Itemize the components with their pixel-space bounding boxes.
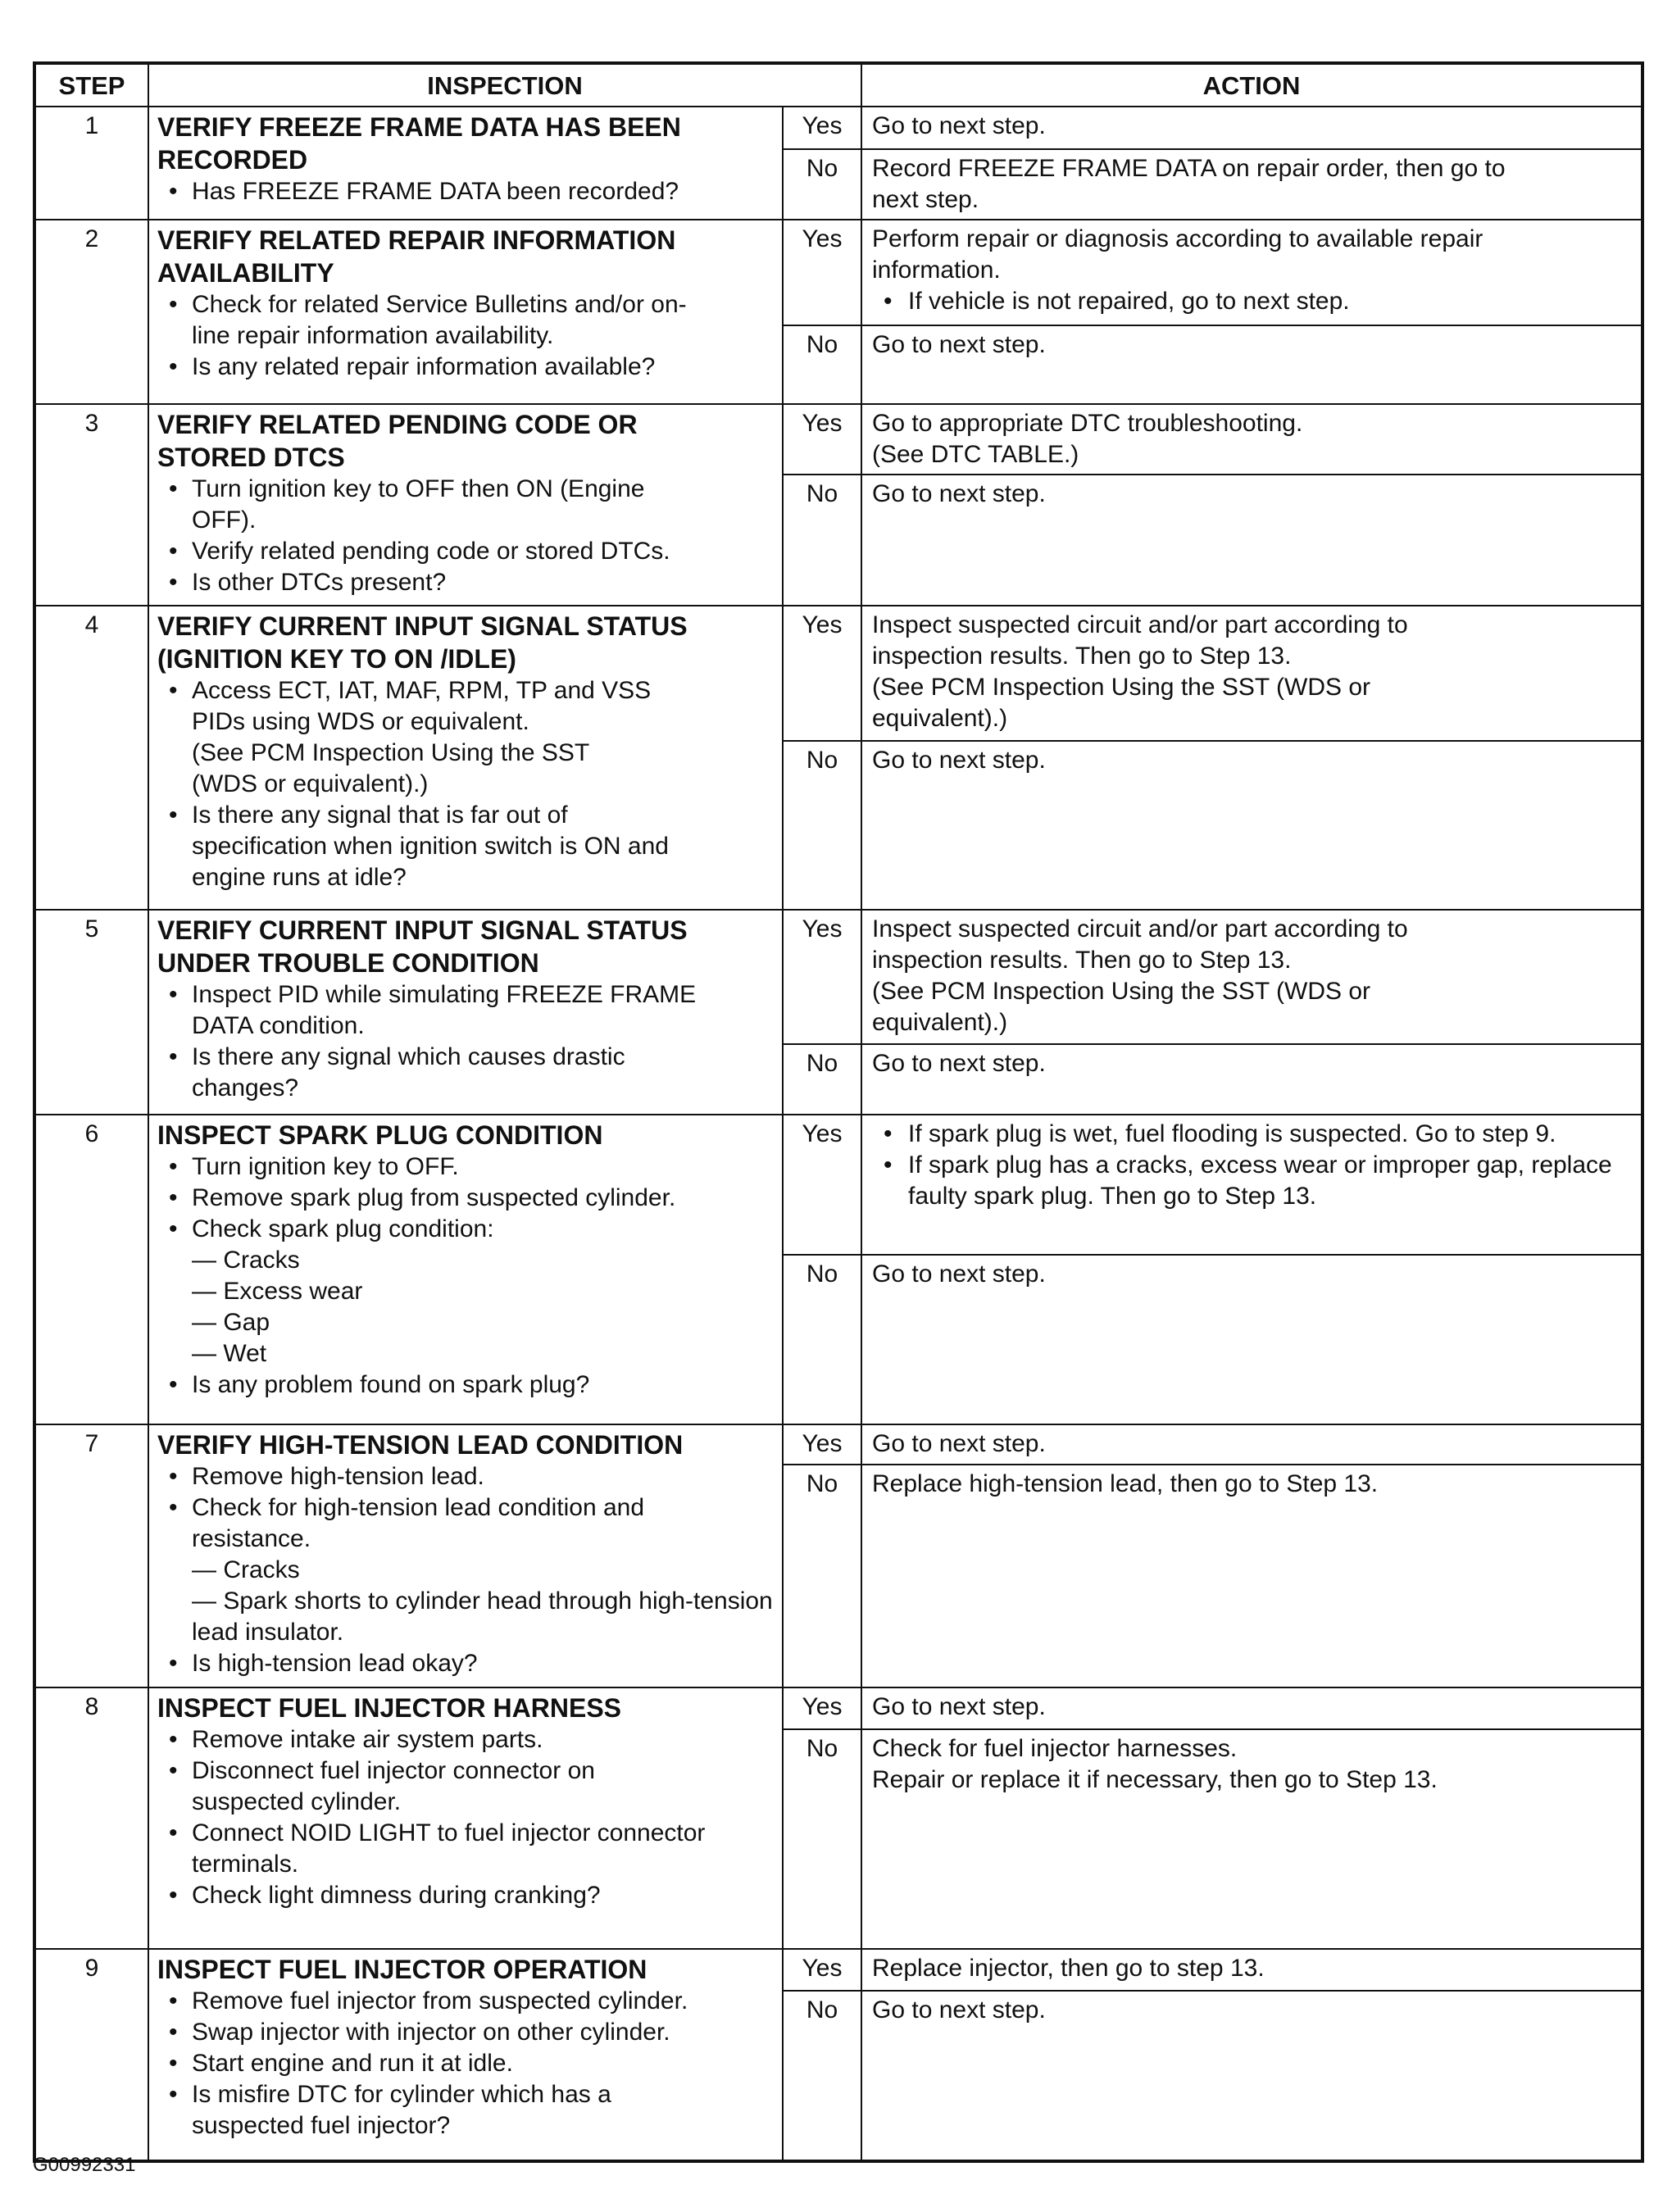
action-text-line: Go to next step. <box>872 112 1046 139</box>
inspection-bullet <box>157 979 774 1042</box>
inspection-bullet <box>157 1042 774 1104</box>
action-text-line: (See DTC TABLE.) <box>872 441 1079 468</box>
inspection-cell <box>148 107 783 220</box>
action-text-line: Perform repair or diagnosis according to available repair <box>872 225 1483 252</box>
action-text-line: next step. <box>872 186 979 213</box>
step-row-7 <box>34 1424 1642 1465</box>
bullet-text: • Is there any signal which causes drastic <box>192 1043 625 1070</box>
inspection-title: VERIFY HIGH-TENSION LEAD CONDITION <box>157 1430 684 1460</box>
diagnostic-procedure-table <box>33 61 1644 2163</box>
inspection-bullet <box>157 1492 774 1648</box>
inspection-bullet <box>157 1724 774 1756</box>
inspection-bullet <box>157 2048 774 2079</box>
bullet-text: terminals. <box>192 1851 299 1878</box>
bullet-text: • Check light dimness during cranking? <box>192 1882 601 1909</box>
yes-action <box>861 606 1642 741</box>
bullet-text: line repair information availability. <box>192 322 554 349</box>
bullet-text: • Remove fuel injector from suspected cylinder. <box>192 1987 688 2014</box>
bullet-text: (See PCM Inspection Using the SST <box>192 739 590 766</box>
yes-label: Yes <box>783 220 861 325</box>
bullet-text: • Swap injector with injector on other cylinder. <box>192 2019 670 2046</box>
inspection-bullet <box>157 2079 774 2142</box>
bullet-text: specification when ignition switch is ON and <box>192 833 669 860</box>
inspection-bullets <box>157 289 774 383</box>
inspection-bullets <box>157 675 774 893</box>
inspection-title: VERIFY RELATED REPAIR INFORMATION <box>157 225 676 255</box>
step-row-8 <box>34 1687 1642 1729</box>
sub-item: — Excess wear <box>192 1276 774 1307</box>
header-step: STEP <box>34 63 148 107</box>
step-number: 4 <box>34 606 148 910</box>
step-row-9 <box>34 1949 1642 1991</box>
bullet-text: suspected cylinder. <box>192 1788 402 1815</box>
inspection-title: INSPECT SPARK PLUG CONDITION <box>157 1120 603 1150</box>
no-label: No <box>783 475 861 606</box>
inspection-bullet <box>157 800 774 893</box>
yes-label: Yes <box>783 1949 861 1991</box>
action-text-line: equivalent).) <box>872 1009 1008 1036</box>
inspection-bullet <box>157 536 774 567</box>
step-number: 2 <box>34 220 148 404</box>
no-label: No <box>783 1044 861 1115</box>
inspection-title: INSPECT FUEL INJECTOR OPERATION <box>157 1955 647 1984</box>
no-action <box>861 1465 1642 1687</box>
action-text-line: equivalent).) <box>872 705 1008 732</box>
inspection-cell <box>148 910 783 1115</box>
step-number: 5 <box>34 910 148 1115</box>
step-number: 3 <box>34 404 148 606</box>
action-text-line: Go to next step. <box>872 1693 1046 1720</box>
action-text-line: Go to next step. <box>872 1260 1046 1288</box>
action-text-line: (See PCM Inspection Using the SST (WDS or <box>872 674 1370 701</box>
no-action <box>861 1729 1642 1949</box>
inspection-title: VERIFY CURRENT INPUT SIGNAL STATUS <box>157 611 688 641</box>
step-row-1 <box>34 107 1642 149</box>
inspection-bullet <box>157 474 774 536</box>
no-action <box>861 741 1642 910</box>
no-label: No <box>783 1991 861 2161</box>
bullet-text: suspected fuel injector? <box>192 2112 451 2139</box>
bullet-text: • Check for related Service Bulletins and/or on- <box>192 291 687 318</box>
bullet-text: • Access ECT, IAT, MAF, RPM, TP and VSS <box>192 677 652 704</box>
bullet-text: • Turn ignition key to OFF then ON (Engine <box>192 475 645 502</box>
step-row-3 <box>34 404 1642 475</box>
action-text-line: information. <box>872 257 1001 284</box>
no-label: No <box>783 1729 861 1949</box>
inspection-bullet <box>157 1818 774 1880</box>
bullet-text: • Is other DTCs present? <box>192 569 447 596</box>
table-header-row <box>34 63 1642 107</box>
yes-action <box>861 910 1642 1044</box>
bullet-text: • Disconnect fuel injector connector on <box>192 1757 595 1784</box>
sub-item: — Cracks <box>192 1555 774 1586</box>
action-text-line: Record FREEZE FRAME DATA on repair order, then go to <box>872 155 1506 182</box>
yes-action <box>861 1424 1642 1465</box>
action-text-line: Repair or replace it if necessary, then go to Step 13. <box>872 1766 1438 1793</box>
action-text-line: Inspect suspected circuit and/or part according to <box>872 611 1408 638</box>
inspection-bullet <box>157 289 774 352</box>
inspection-cell <box>148 1424 783 1687</box>
inspection-bullet <box>157 1369 774 1401</box>
bullet-text: (WDS or equivalent).) <box>192 770 429 797</box>
action-bullet-list <box>872 1119 1633 1212</box>
bullet-text: • Is any problem found on spark plug? <box>192 1371 590 1398</box>
sub-item: — Spark shorts to cylinder head through high-tension lead insulator. <box>192 1586 774 1648</box>
bullet-text: engine runs at idle? <box>192 864 407 891</box>
inspection-bullets <box>157 1151 774 1401</box>
yes-label: Yes <box>783 1424 861 1465</box>
action-text-line: Go to next step. <box>872 1996 1046 2024</box>
step-row-4 <box>34 606 1642 741</box>
action-text-line: Go to next step. <box>872 331 1046 358</box>
no-action <box>861 325 1642 404</box>
step-number: 9 <box>34 1949 148 2161</box>
sub-item: — Gap <box>192 1307 774 1338</box>
inspection-cell <box>148 220 783 404</box>
yes-action <box>861 107 1642 149</box>
inspection-bullet <box>157 1461 774 1492</box>
inspection-bullets <box>157 176 774 207</box>
action-bullet-list <box>872 286 1633 317</box>
inspection-bullet <box>157 352 774 383</box>
table-body <box>34 107 1642 2161</box>
sub-item: — Wet <box>192 1338 774 1369</box>
action-text-line: inspection results. Then go to Step 13. <box>872 643 1292 670</box>
bullet-text: • Start engine and run it at idle. <box>192 2050 513 2077</box>
sub-item: — Cracks <box>192 1245 774 1276</box>
bullet-text: • Has FREEZE FRAME DATA been recorded? <box>192 178 679 205</box>
action-text-line: Replace high-tension lead, then go to Step 13. <box>872 1470 1379 1497</box>
no-label: No <box>783 149 861 220</box>
inspection-bullet <box>157 1986 774 2017</box>
no-action <box>861 1044 1642 1115</box>
action-text-line: Go to next step. <box>872 1050 1046 1077</box>
yes-action <box>861 404 1642 475</box>
action-bullet: • If spark plug is wet, fuel flooding is suspected. Go to step 9. <box>872 1119 1633 1150</box>
bullet-text: changes? <box>192 1074 299 1101</box>
step-row-6 <box>34 1115 1642 1255</box>
inspection-bullet <box>157 1756 774 1818</box>
step-number: 8 <box>34 1687 148 1949</box>
action-text-line: Go to next step. <box>872 1430 1046 1457</box>
inspection-bullets <box>157 1461 774 1679</box>
no-action <box>861 149 1642 220</box>
no-label: No <box>783 325 861 404</box>
no-label: No <box>783 741 861 910</box>
inspection-bullet <box>157 567 774 598</box>
step-number: 7 <box>34 1424 148 1687</box>
inspection-title: AVAILABILITY <box>157 258 334 288</box>
action-text-line: Go to appropriate DTC troubleshooting. <box>872 410 1303 437</box>
yes-label: Yes <box>783 606 861 741</box>
bullet-text: • Remove intake air system parts. <box>192 1726 543 1753</box>
inspection-title: UNDER TROUBLE CONDITION <box>157 948 539 978</box>
no-action <box>861 475 1642 606</box>
bullet-text: PIDs using WDS or equivalent. <box>192 708 529 735</box>
yes-action <box>861 1687 1642 1729</box>
inspection-bullet <box>157 1151 774 1183</box>
header-inspection: INSPECTION <box>148 63 861 107</box>
inspection-bullets <box>157 1724 774 1911</box>
yes-label: Yes <box>783 404 861 475</box>
bullet-text: • Is any related repair information available? <box>192 353 656 380</box>
yes-action <box>861 1115 1642 1255</box>
action-text-line: Check for fuel injector harnesses. <box>872 1735 1238 1762</box>
inspection-title: VERIFY RELATED PENDING CODE OR <box>157 410 638 439</box>
inspection-bullet <box>157 1880 774 1911</box>
inspection-bullet <box>157 1648 774 1679</box>
bullet-text: DATA condition. <box>192 1012 365 1039</box>
no-label: No <box>783 1255 861 1424</box>
inspection-bullets <box>157 474 774 598</box>
inspection-bullets <box>157 1986 774 2142</box>
no-action <box>861 1255 1642 1424</box>
bullet-text: • Turn ignition key to OFF. <box>192 1153 459 1180</box>
yes-action <box>861 1949 1642 1991</box>
sub-item-list <box>192 1555 774 1648</box>
action-text-line: Go to next step. <box>872 480 1046 507</box>
yes-label: Yes <box>783 1115 861 1255</box>
action-text-line: (See PCM Inspection Using the SST (WDS or <box>872 978 1370 1005</box>
inspection-bullet <box>157 1214 774 1369</box>
no-label: No <box>783 1465 861 1687</box>
step-number: 6 <box>34 1115 148 1424</box>
no-action <box>861 1991 1642 2161</box>
inspection-bullet <box>157 2017 774 2048</box>
bullet-text: OFF). <box>192 506 257 534</box>
yes-label: Yes <box>783 1687 861 1729</box>
bullet-text: • Verify related pending code or stored DTCs. <box>192 538 670 565</box>
bullet-text: • Check for high-tension lead condition and <box>192 1494 645 1521</box>
inspection-cell <box>148 1687 783 1949</box>
inspection-cell <box>148 1115 783 1424</box>
bullet-text: • Is high-tension lead okay? <box>192 1650 478 1677</box>
inspection-bullet <box>157 675 774 800</box>
bullet-text: • Connect NOID LIGHT to fuel injector connector <box>192 1819 706 1846</box>
inspection-title: INSPECT FUEL INJECTOR HARNESS <box>157 1693 622 1723</box>
yes-label: Yes <box>783 107 861 149</box>
step-row-5 <box>34 910 1642 1044</box>
inspection-bullets <box>157 979 774 1104</box>
inspection-bullet <box>157 1183 774 1214</box>
inspection-cell <box>148 1949 783 2161</box>
yes-action <box>861 220 1642 325</box>
sub-item-list <box>192 1245 774 1369</box>
action-text-line: Replace injector, then go to step 13. <box>872 1955 1265 1982</box>
inspection-title: (IGNITION KEY TO ON /IDLE) <box>157 644 516 674</box>
bullet-text: • Remove spark plug from suspected cylinder. <box>192 1184 676 1211</box>
bullet-text: • Is misfire DTC for cylinder which has a <box>192 2081 611 2108</box>
bullet-text: • Check spark plug condition: <box>192 1215 494 1242</box>
inspection-title: RECORDED <box>157 145 308 175</box>
action-bullet: • If vehicle is not repaired, go to next step. <box>872 286 1633 317</box>
figure-code: G00992331 <box>33 2154 136 2176</box>
inspection-bullet <box>157 176 774 207</box>
inspection-cell <box>148 404 783 606</box>
action-text-line: Inspect suspected circuit and/or part according to <box>872 915 1408 942</box>
action-bullet: • If spark plug has a cracks, excess wear or improper gap, replace faulty spark plug. Then go to Step 13. <box>872 1150 1633 1212</box>
inspection-cell <box>148 606 783 910</box>
bullet-text: • Inspect PID while simulating FREEZE FRAME <box>192 981 697 1008</box>
bullet-text: • Remove high-tension lead. <box>192 1463 484 1490</box>
action-text-line: inspection results. Then go to Step 13. <box>872 947 1292 974</box>
action-text-line: Go to next step. <box>872 747 1046 774</box>
header-action: ACTION <box>861 63 1642 107</box>
inspection-title: VERIFY CURRENT INPUT SIGNAL STATUS <box>157 915 688 945</box>
inspection-title: STORED DTCS <box>157 443 345 472</box>
inspection-title: VERIFY FREEZE FRAME DATA HAS BEEN <box>157 112 681 142</box>
bullet-text: • Is there any signal that is far out of <box>192 802 568 829</box>
step-row-2 <box>34 220 1642 325</box>
yes-label: Yes <box>783 910 861 1044</box>
bullet-text: resistance. <box>192 1525 311 1552</box>
step-number: 1 <box>34 107 148 220</box>
